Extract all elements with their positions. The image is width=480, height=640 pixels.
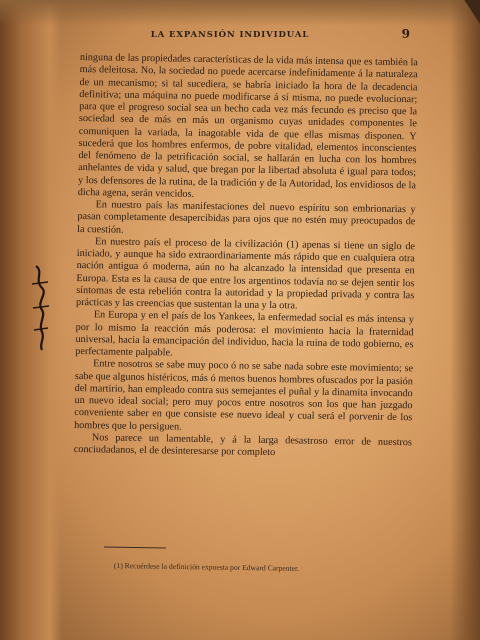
right-edge-shadow bbox=[450, 0, 480, 640]
paragraph: Nos parece un lamentable, y á la larga desastroso error de nuestros conciudadanos, el de desinteresarse por completo bbox=[73, 431, 412, 459]
top-edge-shadow bbox=[0, 0, 480, 26]
paragraph: En Europa y en el país de los Yankees, la enfermedad social es más intensa y por lo mismo la reacción más poderosa: el movimiento hacia la fraternidad universal, hacia la emancipación del individuo, hacia la ruina de todo gobierno, es perfectamente palpable. bbox=[75, 309, 414, 359]
binding-thread bbox=[30, 262, 52, 354]
paragraph: En nuestro país las manifestaciones del nuevo espíritu son embrionarias y pasan completamente desapercibidas para ojos que no estén muy preocupados de la cuestión. bbox=[77, 199, 416, 236]
paragraph: Entre nosotros se sabe muy poco ó no se sabe nada sobre este movimiento; se sabe que algunos histéricos, más ó menos buenos hombres ofuscados por la pasión del martirio, han empleado contra sus semejantes el puñal y la dinamita invocando un nuevo ideal social; pero muy pocos entre nosotros son los que han juzgado conveniente saber en que consiste ese nuevo ideal y cual será el porvenir de los hombres que lo persiguen. bbox=[74, 358, 414, 433]
footnote-rule bbox=[104, 547, 166, 549]
paragraph: ninguna de las propiedades características de la vida más intensa que es también la más deleitosa. No, la sociedad no puede acercarse indefinidamente á la naturaleza de un mecanismo; si tal sucediera, se habría iniciado la hora de la decadencia definitiva; una máquina no puede modificarse á sí misma, no puede evolucionar; para que el progreso social sea un hecho cada vez más fecundo es preciso que la sociedad sea de más en más un organismo cuyas unidades componentes le comuniquen la variada, la inagotable vida de que ellas mismas disponen. Y sucederá que los hombres enfermos, de pobre vitalidad, elementos inconscientes del fenómeno de la petrificación social, se hallarán en lucha con los hombres anhelantes de vida y salud, que bregan por la libertad absoluta é igual para todos; y los defensores de la rutina, de la tradición y de la Autoridad, los envidiosos de la dicha agena, serán vencidos. bbox=[77, 52, 418, 200]
body-text bbox=[74, 52, 418, 462]
paragraph: En nuestro país el proceso de la civilización (1) apenas si tiene un siglo de iniciado, y aunque ha sido extraordinariamente más rápido que en cualquiera otra nación antigua ó moderna, aún no ha alcanzado la intensidad que presenta en Europa. Esta es la causa de que entre los argentinos todavía no se dejen sentir los síntomas de esta rebelión contra la autoridad y la propiedad privada y contra las prácticas y las creencias que sustentan la una y la otra. bbox=[75, 236, 416, 312]
footnote: (1) Recuérdese la definición expuesta por Edward Carpenter. bbox=[113, 561, 300, 573]
running-title: LA EXPANSIÓN INDIVIDUAL bbox=[150, 30, 310, 40]
page-header bbox=[120, 27, 410, 44]
page-number: 9 bbox=[401, 27, 410, 41]
